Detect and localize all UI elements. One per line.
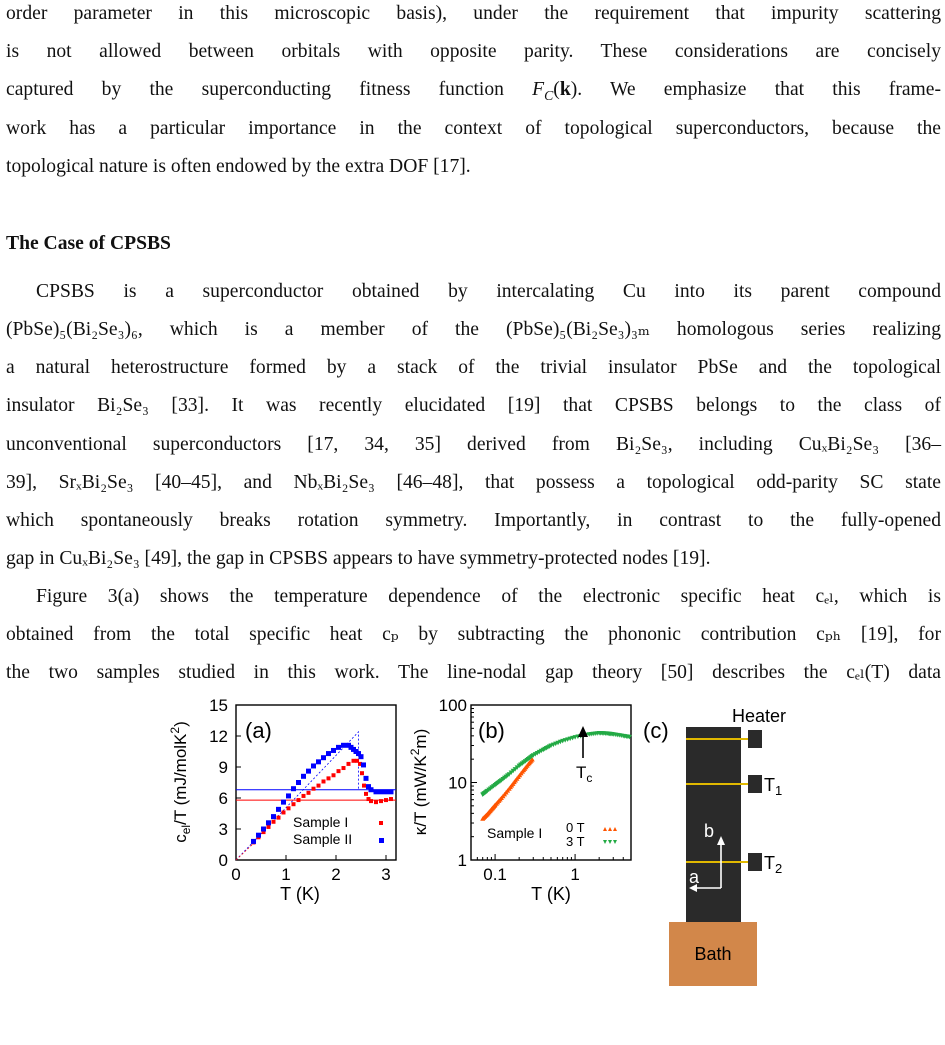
panel-a-legend-marker-2: [379, 838, 384, 843]
heater-label: Heater: [732, 706, 787, 726]
t2-label-sub: 2: [775, 861, 783, 876]
sample-2-point: [301, 774, 306, 779]
sample-1-point: [389, 797, 393, 801]
sample-2-point: [316, 759, 321, 764]
panel-a: [168, 696, 396, 904]
sample-1-point: [312, 787, 316, 791]
panel-a-ylabel: [168, 721, 193, 843]
sample-1-point: [369, 799, 373, 803]
sample-2-point: [331, 748, 336, 753]
sample-2-point: [326, 751, 331, 756]
fitness-F: F: [532, 79, 545, 100]
sample-1-theory-line: [236, 843, 254, 860]
panel-a-ylabel-rest: /T (mJ/molK: [171, 733, 190, 825]
panel-a-ylabel-sup: 2: [168, 726, 182, 734]
axis-a-label: a: [689, 867, 700, 887]
sample-1-point: [307, 791, 311, 795]
sample-2-point: [256, 833, 261, 838]
sample-2-point: [286, 793, 291, 798]
t1-label: [764, 775, 782, 798]
sample-1-point: [322, 779, 326, 783]
sample-2-point: [321, 755, 326, 760]
fitness-k: k: [559, 79, 571, 100]
panel-b-ticks: [439, 696, 624, 884]
text-line-5: topological nature is often endowed by the extra DOF [17].: [6, 156, 471, 177]
panel-b-ytick-label: 10: [448, 773, 467, 793]
panel-a-ytick-label: 12: [209, 727, 228, 746]
panel-b-legend-marker-1: [603, 827, 617, 831]
panel-b-xlabel: T (K): [531, 884, 571, 904]
bath-label: Bath: [694, 944, 732, 964]
para2-line-2: obtained from the total specific heat cₚ by subtracting the phononic contribution cₚₕ [19], for: [6, 624, 941, 645]
sample-1-point: [374, 800, 378, 804]
sample-2-point: [379, 789, 384, 794]
sample-1-point: [342, 766, 346, 770]
panel-b-xtick-label: 0.1: [483, 865, 507, 884]
panel-b-legend-1: 0 T: [566, 820, 585, 835]
panel-a-ytick-label: 6: [218, 789, 228, 808]
panel-a-legend-2: Sample II: [293, 831, 353, 847]
sample-2-point: [361, 762, 366, 767]
panel-a-xtick-label: 0: [231, 865, 241, 884]
sample-1-point: [272, 820, 276, 824]
sample-1-point: [287, 806, 291, 810]
sample-2-point: [311, 763, 316, 768]
para-line-8: gap in CuₓBi₂Se₃ [49], the gap in CPSBS appears to have symmetry-protected nodes [19].: [6, 548, 711, 569]
panel-a-ytick-label: 3: [218, 820, 228, 839]
sample-2-point: [276, 807, 281, 812]
sample-1-point: [317, 784, 321, 788]
sample-2-point: [296, 780, 301, 785]
sample-1-point: [277, 816, 281, 820]
heater-block: [748, 730, 762, 748]
panel-b-xtick-label: 1: [570, 865, 580, 884]
sample-2-point: [291, 786, 296, 791]
sample-1-point: [384, 798, 388, 802]
t2-label: [764, 853, 782, 876]
panel-a-ylabel-close: ): [171, 721, 190, 727]
panel-c: [643, 706, 786, 986]
sample-2-point: [364, 776, 369, 781]
para-line-3: a natural heterostructure formed by a stack of the trivial insulator PbSe and the topological: [6, 357, 941, 378]
para-line-7: which spontaneously breaks rotation symmetry. Importantly, in contrast to the fully-opened: [6, 510, 941, 531]
sample-2-point: [281, 800, 286, 805]
panel-a-ylabel-c: c: [171, 834, 190, 843]
text-line-2: is not allowed between orbitals with opposite parity. These considerations are concisely: [6, 41, 941, 62]
t2-label-t: T: [764, 853, 775, 873]
para-line-5: unconventional superconductors [17, 34, 35] derived from Bi₂Se₃, including CuₓBi₂Se₃ [36–: [6, 434, 941, 455]
sample-1-point: [352, 759, 356, 763]
tc-label-t: T: [576, 763, 587, 782]
para-line-2: (PbSe)₅(Bi₂Se₃)₆, which is a member of the (PbSe)₅(Bi₂Se₃)₃ₘ homologous series realizing: [6, 319, 941, 340]
panel-a-label: (a): [245, 718, 272, 743]
sample-2-point: [266, 820, 271, 825]
t1-block: [748, 775, 762, 793]
sample-1-point: [267, 825, 271, 829]
tc-label-sub: c: [586, 771, 593, 785]
section-heading: The Case of CPSBS: [6, 233, 171, 254]
tc-label: [576, 763, 592, 785]
sample-2-point: [374, 789, 379, 794]
sample-2-point: [341, 743, 346, 748]
sample-1-point: [379, 799, 383, 803]
text-line-3b: (: [553, 79, 560, 100]
panel-b-ylabel-a: κ/T (mW/K: [411, 755, 430, 836]
text-line-1: order parameter in this microscopic basis), under the requirement that impurity scattering: [6, 3, 941, 24]
sample-1-point: [282, 810, 286, 814]
panel-b-label: (b): [478, 718, 505, 743]
para-line-1: CPSBS is a superconductor obtained by intercalating Cu into its parent compound: [36, 281, 941, 302]
panel-b-ylabel-rest: m): [411, 728, 430, 749]
t1-label-sub: 1: [775, 783, 783, 798]
tc-arrow-head: [578, 726, 588, 737]
sample-2-point: [251, 839, 256, 844]
panel-b-marks: [480, 731, 632, 821]
panel-b-ylabel-sup: 2: [408, 748, 422, 756]
sample-1-point: [360, 771, 364, 775]
panel-b: [408, 696, 632, 904]
sample-2-point: [384, 789, 389, 794]
para2-line-3: the two samples studied in this work. The line-nodal gap theory [50] describes the cₑₗ(T) data: [6, 662, 941, 683]
sample-2-point: [271, 814, 276, 819]
panel-a-xtick-label: 3: [381, 865, 391, 884]
sample-2-point: [359, 754, 364, 759]
sample-1-point: [347, 762, 351, 766]
sample-2-point: [306, 769, 311, 774]
sample-2-point: [389, 789, 394, 794]
panel-b-ylabel: [408, 729, 430, 835]
panel-b-sample: Sample I: [487, 825, 543, 841]
fitness-sub: C: [544, 87, 554, 103]
panel-b-ytick-label: 100: [438, 696, 467, 715]
panel-a-xtick-label: 1: [281, 865, 291, 884]
panel-b-legend-2: 3 T: [566, 834, 585, 849]
text-line-3c: ). We emphasize that this frame-: [570, 79, 942, 100]
text-line-4: work has a particular importance in the context of topological superconductors, because the: [6, 118, 941, 139]
sample-1-point: [292, 802, 296, 806]
sample-1-point: [364, 792, 368, 796]
panel-a-xlabel: T (K): [280, 884, 320, 904]
para-line-4: insulator Bi₂Se₃ [33]. It was recently elucidated [19] that CPSBS belongs to the class of: [6, 395, 941, 416]
panel-c-label: (c): [643, 718, 669, 743]
panel-a-ylabel-sub: el: [179, 824, 193, 835]
sample-1-point: [302, 794, 306, 798]
panel-a-ytick-label: 9: [218, 758, 228, 777]
panel-a-xtick-label: 2: [331, 865, 341, 884]
panel-a-ytick-label: 0: [218, 851, 228, 870]
sample-1-point: [362, 784, 366, 788]
panel-b-ytick-label: 1: [457, 851, 467, 870]
axis-b-label: b: [704, 821, 715, 841]
sample-2-point: [261, 827, 266, 832]
sample-1-point: [327, 776, 331, 780]
t1-label-t: T: [764, 775, 775, 795]
para2-line-1: Figure 3(a) shows the temperature dependence of the electronic specific heat cₑₗ, which is: [36, 586, 941, 607]
para-line-6: 39], SrₓBi₂Se₃ [40–45], and NbₓBi₂Se₃ [46–48], that possess a topological odd-parity SC state: [6, 472, 941, 493]
sample-1-point: [337, 769, 341, 773]
sample-1-point: [332, 773, 336, 777]
t2-block: [748, 853, 762, 871]
text-line-3a: captured by the superconducting fitness function: [6, 79, 533, 100]
panel-a-ytick-label: 15: [209, 696, 228, 715]
sample-2-point: [369, 787, 374, 792]
sample-2-point: [336, 745, 341, 750]
panel-a-legend-marker-1: [379, 821, 383, 825]
panel-b-legend-marker-2: [603, 840, 617, 844]
sample-1-point: [297, 798, 301, 802]
panel-a-legend-1: Sample I: [293, 814, 349, 830]
